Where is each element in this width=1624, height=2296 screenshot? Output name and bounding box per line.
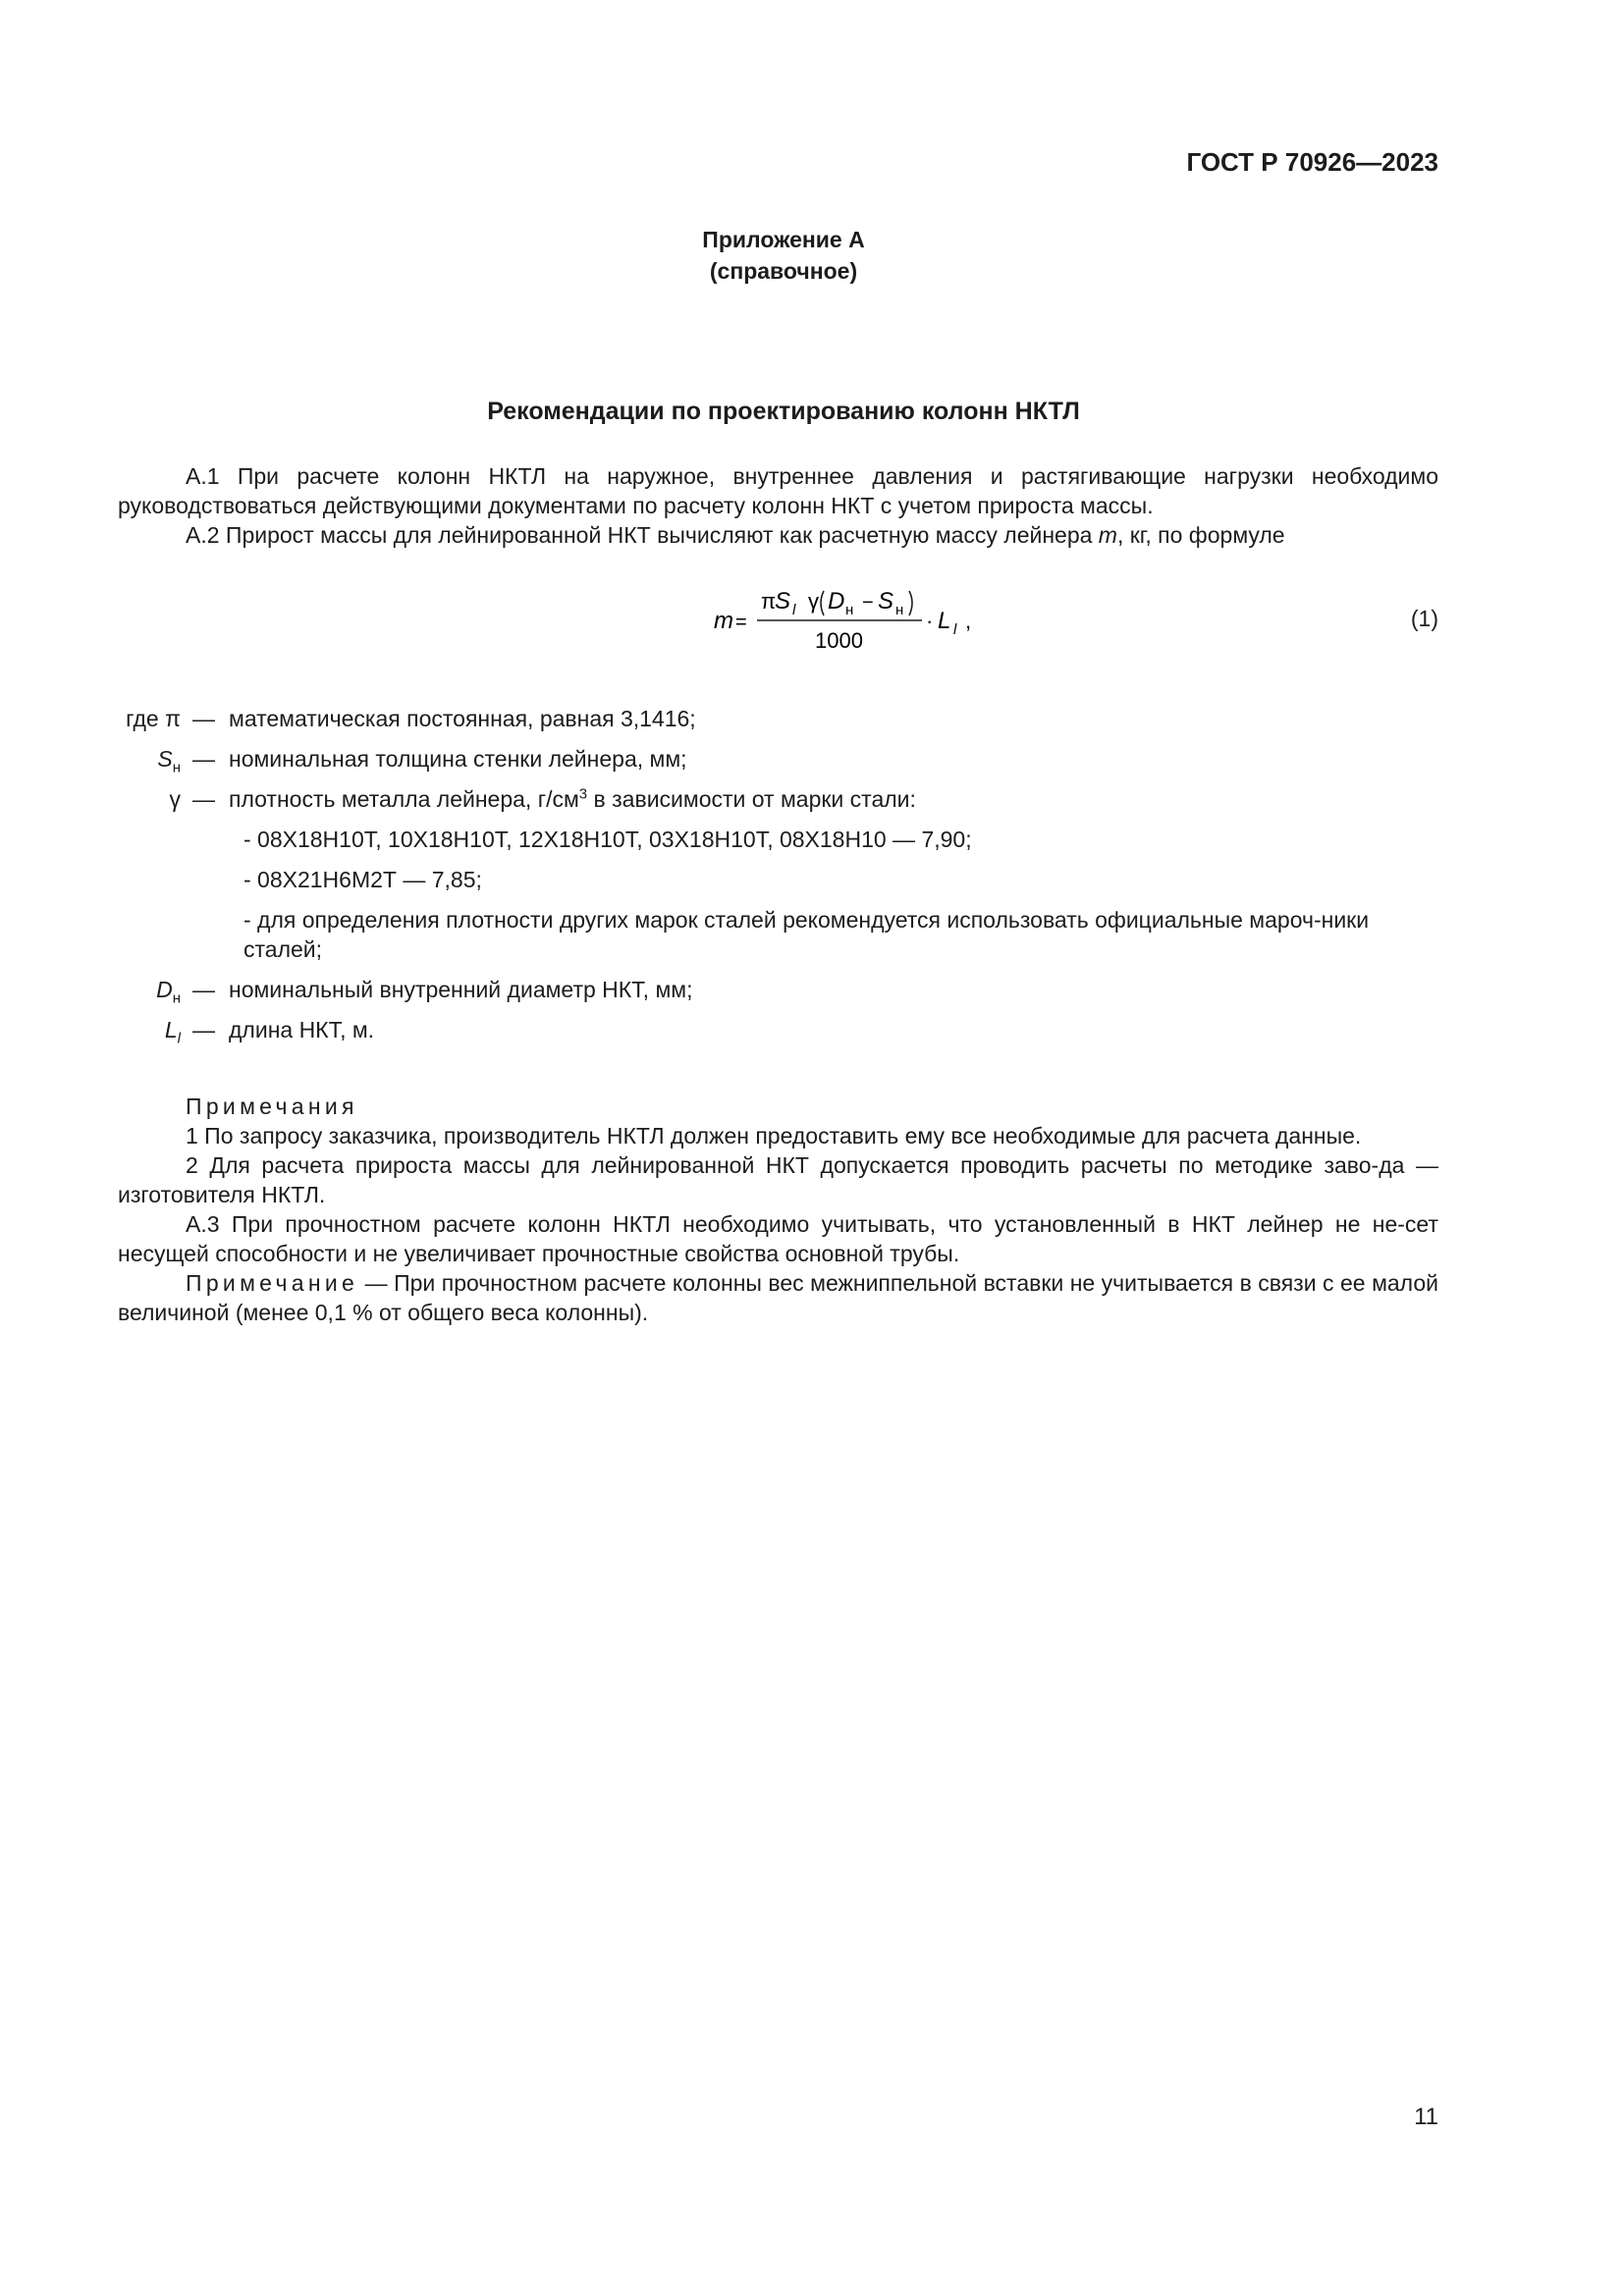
formula-left-paren bbox=[821, 591, 824, 615]
gamma-symbol: γ bbox=[169, 786, 181, 812]
appendix-title: Приложение А bbox=[702, 227, 865, 252]
paragraph-a2-suffix: , кг, по формуле bbox=[1116, 522, 1285, 548]
definition-text: математическая постоянная, равная 3,1416; bbox=[229, 706, 696, 731]
definition-ll bbox=[116, 1015, 1451, 1055]
paragraph-a2 bbox=[118, 520, 1438, 550]
note-1: 1 По запросу заказчика, производитель НКТЛ должен предоставить ему все необходимые для расчета данные. bbox=[186, 1123, 1362, 1148]
paragraph-a3: А.3 При прочностном расчете колонн НКТЛ необходимо учитывать, что установленный в НКТ лейнер не не-сет несущей способности и не увеличивает прочностные свойства основной трубы. bbox=[118, 1211, 1438, 1266]
steel-grade-text: - 08Х18Н10Т, 10Х18Н10Т, 12Х18Н10Т, 03Х18Н10Т, 08Х18Н10 — 7,90; bbox=[244, 827, 972, 852]
note-2: 2 Для расчета прироста массы для лейнированной НКТ допускается проводить расчеты по методике заво-да — изготовителя НКТЛ. bbox=[118, 1152, 1438, 1207]
definition-text: номинальная толщина стенки лейнера, мм; bbox=[229, 746, 687, 772]
definition-pi bbox=[116, 704, 1451, 744]
section-title: Рекомендации по проектированию колонн НКТЛ bbox=[487, 398, 1080, 425]
definition-dash: — bbox=[192, 1017, 215, 1042]
paragraph-a2-var: m bbox=[1098, 522, 1117, 548]
formula-gamma: γ bbox=[808, 589, 819, 614]
steel-grade-text: - 08Х21Н6М2Т — 7,85; bbox=[244, 867, 482, 892]
definitions-list bbox=[116, 704, 1451, 1055]
formula-minus: − bbox=[862, 592, 874, 614]
where-word: где bbox=[126, 706, 159, 731]
formula-pi: π bbox=[761, 589, 777, 614]
formula-right-paren bbox=[909, 591, 912, 615]
formula-l: L bbox=[938, 608, 951, 634]
definition-dash: — bbox=[192, 746, 215, 772]
steel-grade-item bbox=[116, 865, 1451, 905]
formula-d-sub: н bbox=[845, 602, 854, 618]
page-number: 11 bbox=[1414, 2104, 1438, 2130]
formula-s: S bbox=[775, 588, 791, 614]
formula-l-sub: l bbox=[953, 621, 957, 638]
definition-gamma bbox=[116, 784, 1451, 825]
formula-number: (1) bbox=[1410, 606, 1438, 631]
definition-dash: — bbox=[192, 786, 215, 812]
definition-dash: — bbox=[192, 977, 215, 1002]
definition-text: номинальный внутренний диаметр НКТ, мм; bbox=[229, 977, 693, 1002]
formula-comma: , bbox=[965, 609, 972, 633]
dn-subscript: н bbox=[172, 989, 181, 1007]
formula-s2-sub: н bbox=[895, 602, 904, 618]
formula-dot: · bbox=[926, 609, 934, 633]
ll-subscript: l bbox=[177, 1030, 181, 1047]
appendix-kind: (справочное) bbox=[709, 258, 858, 284]
formula-s-sub: l bbox=[792, 602, 796, 618]
steel-grade-item bbox=[116, 905, 1451, 975]
notes-heading: Примечания bbox=[186, 1094, 358, 1119]
formula-lhs: m bbox=[714, 608, 733, 634]
paragraph-a1-block bbox=[118, 461, 1438, 550]
gamma-text-suffix: в зависимости от марки стали: bbox=[587, 786, 916, 812]
definition-sn bbox=[116, 744, 1451, 784]
final-note bbox=[118, 1268, 1438, 1327]
dn-symbol: D bbox=[156, 977, 173, 1002]
gamma-text-prefix: плотность металла лейнера, г/см bbox=[229, 786, 579, 812]
paragraph-a1: А.1 При расчете колонн НКТЛ на наружное, внутреннее давления и растягивающие нагрузки необходимо руководствоваться действующими документами по расчету колонн НКТ с учетом прироста массы. bbox=[118, 463, 1438, 518]
final-note-label: Примечание bbox=[186, 1270, 359, 1296]
formula-denominator: 1000 bbox=[815, 628, 863, 653]
formula-s2: S bbox=[878, 588, 894, 614]
document-id: ГОСТ Р 70926—2023 bbox=[1186, 147, 1438, 177]
steel-grade-text: - для определения плотности других марок сталей рекомендуется использовать официальные мароч-ники сталей; bbox=[244, 907, 1370, 962]
formula-eq: = bbox=[735, 612, 747, 633]
sn-symbol: S bbox=[157, 746, 173, 772]
gamma-superscript: 3 bbox=[578, 785, 588, 803]
definition-dash: — bbox=[192, 706, 215, 731]
formula-d: D bbox=[828, 588, 845, 614]
sn-subscript: н bbox=[172, 759, 181, 776]
ll-symbol: L bbox=[164, 1017, 178, 1042]
definition-text: длина НКТ, м. bbox=[229, 1017, 375, 1042]
definition-dn bbox=[116, 975, 1451, 1015]
mass-formula bbox=[714, 583, 989, 662]
appendix-heading bbox=[0, 224, 1567, 287]
paragraph-a2-prefix: А.2 Прирост массы для лейнированной НКТ вычисляют как расчетную массу лейнера bbox=[186, 522, 1093, 548]
final-note-text: — При прочностном расчете колонны вес межниппельной вставки не учитывается в связи с ее малой величиной (менее 0,1 % от общего веса колонны). bbox=[118, 1270, 1438, 1325]
notes-block bbox=[118, 1092, 1438, 1327]
steel-grade-item bbox=[116, 825, 1451, 865]
pi-symbol: π bbox=[165, 706, 181, 731]
